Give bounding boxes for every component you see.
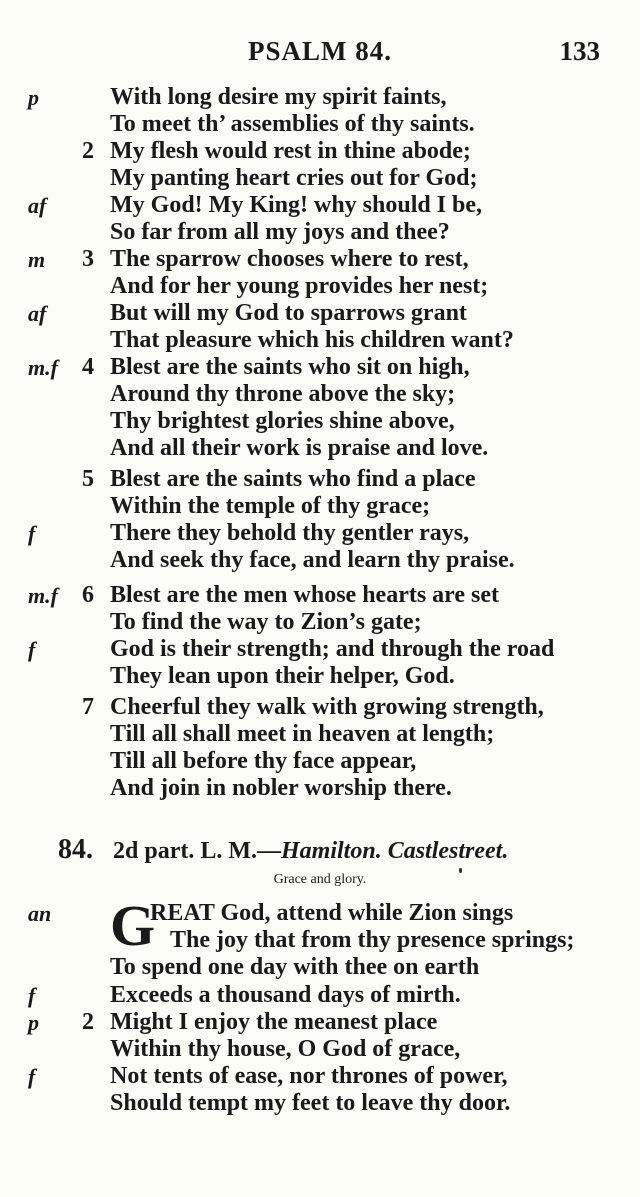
verse-text: Blest are the saints who find a place (110, 466, 476, 492)
verse-line (0, 663, 640, 690)
stanza-number: 4 (82, 354, 94, 380)
verse-line (0, 694, 640, 721)
verse-text: Not tents of ease, nor thrones of power, (110, 1063, 508, 1090)
verse-line (0, 111, 640, 138)
verse-line (0, 721, 640, 748)
dynamic-marking: f (28, 637, 36, 662)
dynamic-marking: af (28, 301, 47, 326)
stanza-number: 6 (82, 582, 94, 608)
verse-line (0, 408, 640, 435)
verse-text: Should tempt my feet to leave thy door. (110, 1090, 511, 1117)
page-title: PSALM 84. (248, 36, 392, 66)
dynamic-marking: m.f (28, 583, 58, 608)
verse-line (0, 954, 640, 981)
verse-line (0, 381, 640, 408)
verse-line (0, 354, 640, 381)
hymn-heading (58, 834, 508, 866)
stanza-number: 5 (82, 466, 94, 492)
hymn-subtitle: Grace and glory. (273, 872, 367, 887)
verse-text: Blest are the saints who sit on high, (110, 354, 470, 380)
verse-line (0, 582, 640, 609)
verse-text: That pleasure which his children want? (110, 327, 514, 353)
verse-line (0, 192, 640, 219)
verse-text: And for her young provides her nest; (110, 273, 489, 299)
verse-text: REAT God, attend while Zion sings (150, 900, 514, 926)
verse-text: To find the way to Zion’s gate; (110, 609, 422, 635)
verse-text: My panting heart cries out for God; (110, 165, 478, 191)
verse-line (0, 219, 640, 246)
drop-cap: G (110, 893, 156, 958)
verse-line (0, 609, 640, 636)
verse-text: To spend one day with thee on earth (110, 954, 480, 981)
dynamic-marking: af (28, 193, 47, 218)
verse-line (0, 138, 640, 165)
verse-line (0, 1090, 640, 1117)
verse-text: Thy brightest glories shine above, (110, 408, 455, 434)
verse-line (0, 273, 640, 300)
verse-text: Till all before thy face appear, (110, 748, 417, 774)
verse-text: Cheerful they walk with growing strength, (110, 694, 544, 720)
hymn-number: 84. (58, 834, 93, 865)
verse-text: God is their strength; and through the road (110, 636, 555, 662)
verse-line (0, 1009, 640, 1036)
verse-text: And join in nobler worship there. (110, 775, 452, 801)
verse-line (0, 748, 640, 775)
verse-text: To meet th’ assemblies of thy saints. (110, 111, 475, 137)
verse-line (0, 466, 640, 493)
verse-line (0, 982, 640, 1009)
verse-line (0, 636, 640, 663)
verse-text: Around thy throne above the sky; (110, 381, 456, 407)
stanza-number: 3 (82, 246, 94, 272)
verse-text: Blest are the men whose hearts are set (110, 582, 500, 608)
verse-text: Might I enjoy the meanest place (110, 1008, 438, 1035)
verse-line (0, 493, 640, 520)
verse-line (0, 246, 640, 273)
dynamic-marking: an (28, 901, 52, 926)
verse-text: My flesh would rest in thine abode; (110, 138, 471, 164)
verse-text: Till all shall meet in heaven at length; (110, 721, 495, 747)
stanza-number: 7 (82, 694, 94, 720)
dynamic-marking: m.f (28, 355, 58, 380)
stanza-number: 2 (82, 138, 94, 164)
dynamic-marking: m (28, 247, 46, 272)
verse-text: With long desire my spirit faints, (110, 84, 447, 110)
verse-line (0, 775, 640, 802)
verse-line (0, 927, 640, 954)
verse-text: They lean upon their helper, God. (110, 663, 455, 689)
verse-text: And seek thy face, and learn thy praise. (110, 547, 515, 573)
verse-line (0, 1063, 640, 1090)
verse-text: Within the temple of thy grace; (110, 493, 431, 519)
verse-line (0, 84, 640, 111)
stanza-number: 2 (82, 1008, 94, 1035)
verse-text: Exceeds a thousand days of mirth. (110, 981, 461, 1008)
verse-text: There they behold thy gentler rays, (110, 520, 470, 546)
verse-line (0, 900, 640, 927)
verse-text: And all their work is praise and love. (110, 435, 489, 461)
verse-text: The joy that from thy presence springs; (170, 927, 575, 954)
dynamic-marking: f (28, 521, 36, 546)
verse-text: Within thy house, O God of grace, (110, 1036, 461, 1062)
dynamic-marking: p (28, 1009, 39, 1035)
verse-line (0, 520, 640, 547)
verse-text: The sparrow chooses where to rest, (110, 246, 469, 272)
verse-line (0, 300, 640, 327)
verse-line (0, 165, 640, 192)
verse-line (0, 327, 640, 354)
verse-line (0, 1036, 640, 1063)
verse-text: So far from all my joys and thee? (110, 219, 450, 245)
verse-text: But will my God to sparrows grant (110, 300, 467, 326)
dynamic-marking: f (28, 982, 36, 1008)
verse-text: My God! My King! why should I be, (110, 192, 483, 218)
hymn-tunes: Hamilton. Castlestreet. (281, 838, 509, 864)
dynamic-marking: p (28, 85, 39, 110)
verse-line (0, 547, 640, 574)
verse-line (0, 435, 640, 462)
page-number: 133 (559, 36, 600, 66)
dynamic-marking: f (28, 1064, 36, 1090)
hymn-meter: 2d part. L. M.— (113, 838, 281, 864)
